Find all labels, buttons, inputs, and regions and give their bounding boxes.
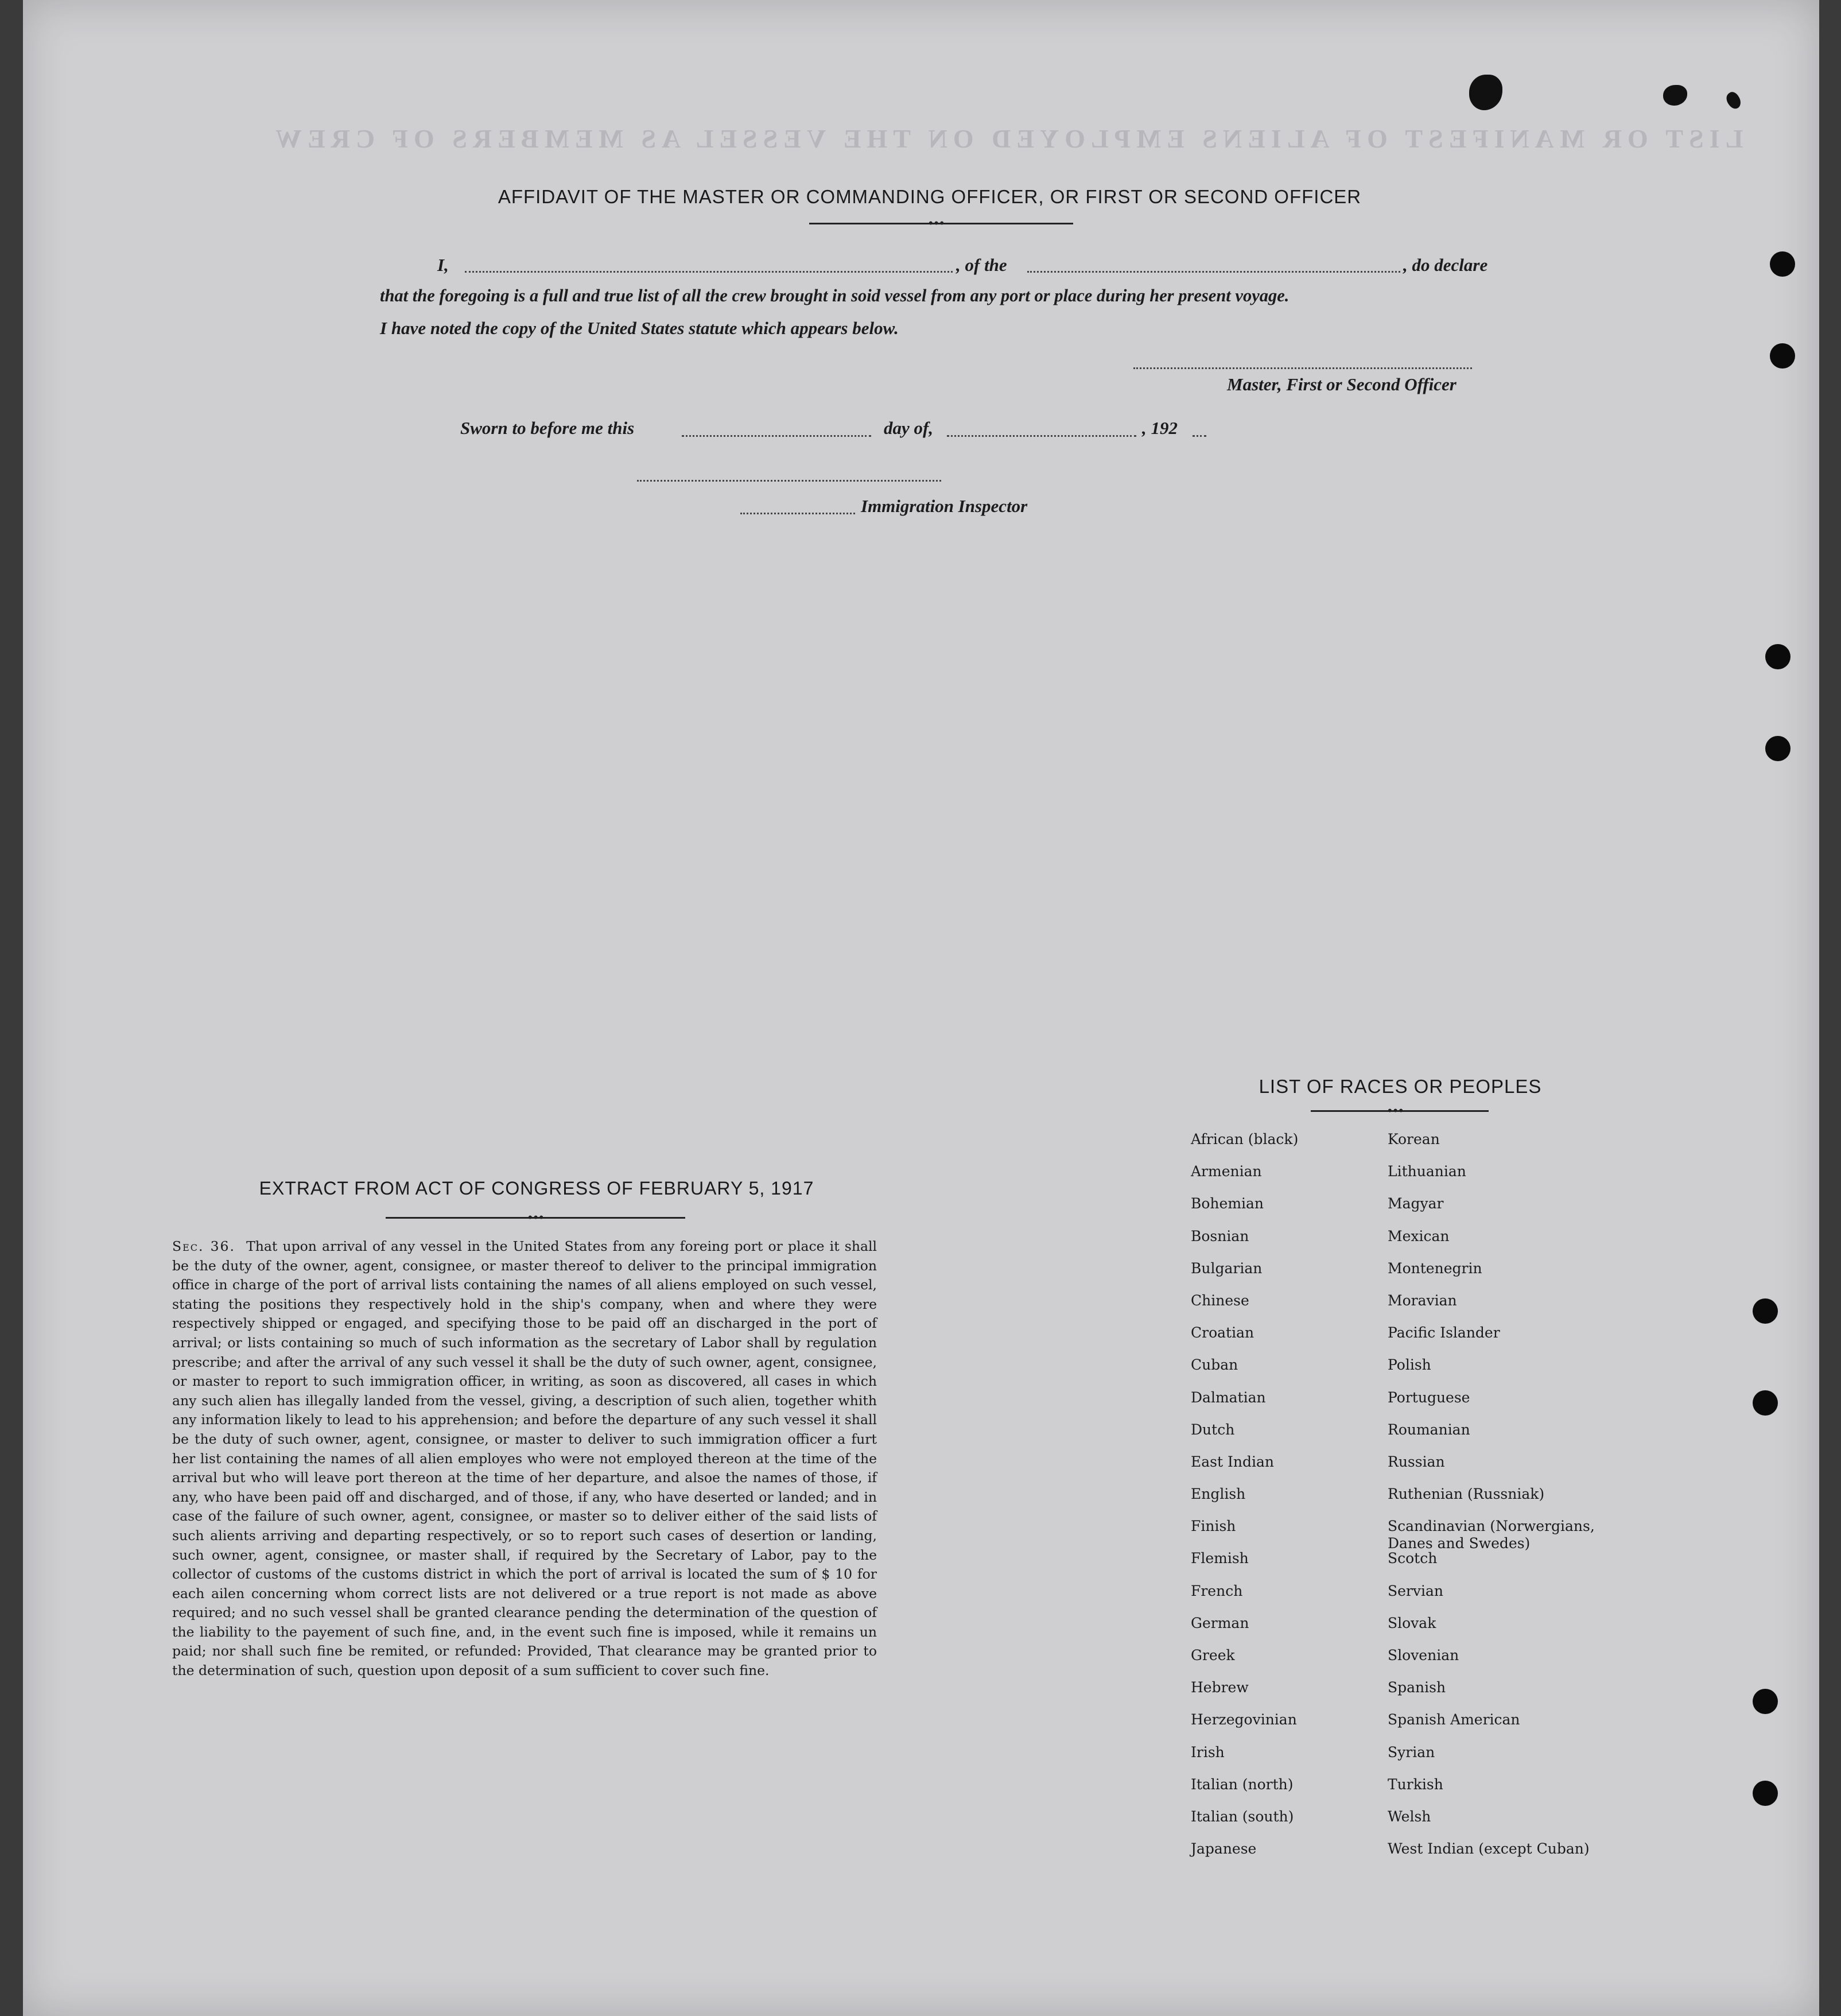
race-item: Slovak <box>1388 1614 1436 1631</box>
punch-hole <box>1753 1298 1778 1324</box>
race-item: Ruthenian (Russniak) <box>1388 1486 1545 1503</box>
race-item: Russian <box>1388 1453 1445 1470</box>
race-item: Turkish <box>1388 1775 1443 1793</box>
race-item: Polish <box>1388 1356 1431 1374</box>
extract-body <box>172 1237 877 1681</box>
extract-text: That upon arrival of any vessel in the United States from any foreing port or place it shall be the duty of the owner, agent, consignee, or master thereof to deliver to the principal immigration office in charge of the port of arrival lists containing the names of all aliens employed on such vessel, stating the positions they respectively hold in the ship's company, when and where they were respectively shipped or engaged, and specifying those to be paid off an discharged in the port of arrival; or lists containing so much of such information as the secretary of Labor shall by regulation prescribe; and after the arrival of any such vessel it shall be the duty of such owner, agent, consignee, or master to report to such immigration officer, in writing, as soon as discovered, all cases in which any such alien has illegally landed from the vessel, giving, a description of such alien, together whith any information likely to lead to his apprehension; and before the departure of any such vessel it shall be the duty of such owner, agent, consignee, or master to deliver to such immigration officer a furt her list containing the names of all alien employes who were not employed thereon at the time of the arrival but who will leave port thereon at the time of her departure, and alsoe the names of those, if any, who have been paid off and discharged, and of those, if any, who have deserted or landed; and in case of the failure of such owner, agent, consignee, or master so to deliver either of the said lists of such alients arriving and departing respectively, or so to report such cases of desertion or landing, such owner, agent, consignee, or master shall, if required by the Secretary of Labor, pay to the collector of customs of the customs district in which the port of arrival is located the sum of $ 10 for each ailen concerning whom correct lists are not delivered or a true report is not made as above required; and no such vessel shall be granted clearance pending the determination of the question of the liability to the payement of such fine, and, in the event such fine is imposed, while it remains un paid; nor shall such fine be remited, or refunded: Provided, That clearance may be granted prior to the determination of such, question upon deposit of a sum sufficient to cover such fine. <box>172 1238 877 1679</box>
race-item: Bulgarian <box>1191 1259 1263 1277</box>
race-item: Cuban <box>1191 1356 1238 1374</box>
punch-hole <box>1753 1689 1778 1714</box>
race-item: Slovenian <box>1388 1647 1459 1664</box>
officer-signature-field[interactable] <box>1133 367 1472 369</box>
inspector-signature-field-2[interactable] <box>740 513 855 514</box>
punch-hole <box>1770 251 1795 277</box>
race-item: Scandinavian (Norwergians, Danes and Swedes) <box>1388 1518 1595 1552</box>
race-item: Chinese <box>1191 1292 1249 1309</box>
punch-hole <box>1765 644 1790 669</box>
race-item: East Indian <box>1191 1453 1274 1470</box>
race-item: Japanese <box>1191 1840 1257 1858</box>
punch-hole <box>1753 1781 1778 1806</box>
sworn-month-field[interactable] <box>947 435 1136 437</box>
race-item: Pacific Islander <box>1388 1324 1500 1342</box>
race-item: Dalmatian <box>1191 1389 1266 1406</box>
race-item: Italian (south) <box>1191 1808 1294 1825</box>
race-item: Spanish <box>1388 1679 1446 1696</box>
race-item: Moravian <box>1388 1292 1457 1309</box>
race-item: Croatian <box>1191 1324 1254 1342</box>
inspector-label: Immigration Inspector <box>861 496 1028 516</box>
extract-section: Sec. 36. <box>172 1238 235 1254</box>
punch-hole <box>1765 736 1790 761</box>
race-item: Flemish <box>1191 1550 1249 1567</box>
race-item: Bosnian <box>1191 1227 1249 1245</box>
race-item: Scotch <box>1388 1550 1438 1567</box>
ghost-header: LIST OR MANIFEST OF ALIENS EMPLOYED ON THE VESSEL AS MEMBERS OF CREW <box>270 124 1743 153</box>
race-item: Greek <box>1191 1647 1235 1664</box>
title-ornament: ••• <box>929 216 946 230</box>
race-item: Armenian <box>1191 1163 1262 1180</box>
races-ornament: ••• <box>1388 1103 1405 1118</box>
ink-blot <box>1723 90 1743 111</box>
extract-ornament: ••• <box>528 1210 545 1224</box>
race-item: English <box>1191 1486 1246 1503</box>
inspector-signature-field[interactable] <box>637 480 941 482</box>
race-item: Lithuanian <box>1388 1163 1466 1180</box>
race-item: Magyar <box>1388 1195 1444 1212</box>
ink-blot <box>1663 85 1687 106</box>
sworn-year: , 192 <box>1142 418 1178 438</box>
affidavit-line1-suffix: , do declare <box>1403 255 1488 275</box>
sworn-mid: day of, <box>884 418 934 438</box>
races-list-right <box>1388 1131 1595 1872</box>
race-item: Mexican <box>1388 1227 1450 1245</box>
races-list-left <box>1191 1131 1298 1872</box>
affidavit-title: AFFIDAVIT OF THE MASTER OR COMMANDING OFFICER, OR FIRST OR SECOND OFFICER <box>498 186 1362 207</box>
race-item: Spanish American <box>1388 1711 1520 1728</box>
race-item: Welsh <box>1388 1808 1431 1825</box>
sworn-day-field[interactable] <box>682 435 871 437</box>
race-item: Roumanian <box>1388 1421 1470 1438</box>
affidavit-line1-mid: , of the <box>956 255 1007 275</box>
race-item: Syrian <box>1388 1743 1435 1761</box>
officer-name-field[interactable] <box>465 271 953 273</box>
officer-signature-label: Master, First or Second Officer <box>1227 374 1457 394</box>
race-item: Servian <box>1388 1582 1443 1599</box>
race-item: Herzegovinian <box>1191 1711 1297 1728</box>
race-item: Korean <box>1388 1131 1440 1147</box>
race-item: Montenegrin <box>1388 1259 1482 1277</box>
sworn-prefix: Sworn to before me this <box>460 418 635 438</box>
race-item: Portuguese <box>1388 1389 1470 1406</box>
races-title: LIST OF RACES OR PEOPLES <box>1259 1076 1542 1097</box>
race-item: West Indian (except Cuban) <box>1388 1840 1590 1858</box>
race-item: German <box>1191 1614 1249 1631</box>
punch-hole <box>1770 343 1795 369</box>
race-item: French <box>1191 1582 1243 1599</box>
vessel-name-field[interactable] <box>1027 271 1400 273</box>
race-item: Dutch <box>1191 1421 1235 1438</box>
race-item: Bohemian <box>1191 1195 1264 1212</box>
affidavit-line1-prefix: I, <box>437 255 449 275</box>
affidavit-line3: I have noted the copy of the United States statute which appears below. <box>380 318 899 338</box>
race-item: Hebrew <box>1191 1679 1249 1696</box>
race-item: Irish <box>1191 1743 1225 1761</box>
race-item: Finish <box>1191 1518 1236 1535</box>
sworn-year-field[interactable] <box>1193 435 1206 437</box>
punch-hole <box>1753 1390 1778 1416</box>
document-page <box>23 0 1819 2016</box>
affidavit-line2: that the foregoing is a full and true list of all the crew brought in soid vessel from any port or place during her present voyage. <box>380 286 1290 305</box>
race-item: African (black) <box>1191 1131 1299 1147</box>
extract-title: EXTRACT FROM ACT OF CONGRESS OF FEBRUARY 5, 1917 <box>259 1178 814 1199</box>
ink-blot <box>1469 75 1502 110</box>
race-item: Italian (north) <box>1191 1775 1294 1793</box>
